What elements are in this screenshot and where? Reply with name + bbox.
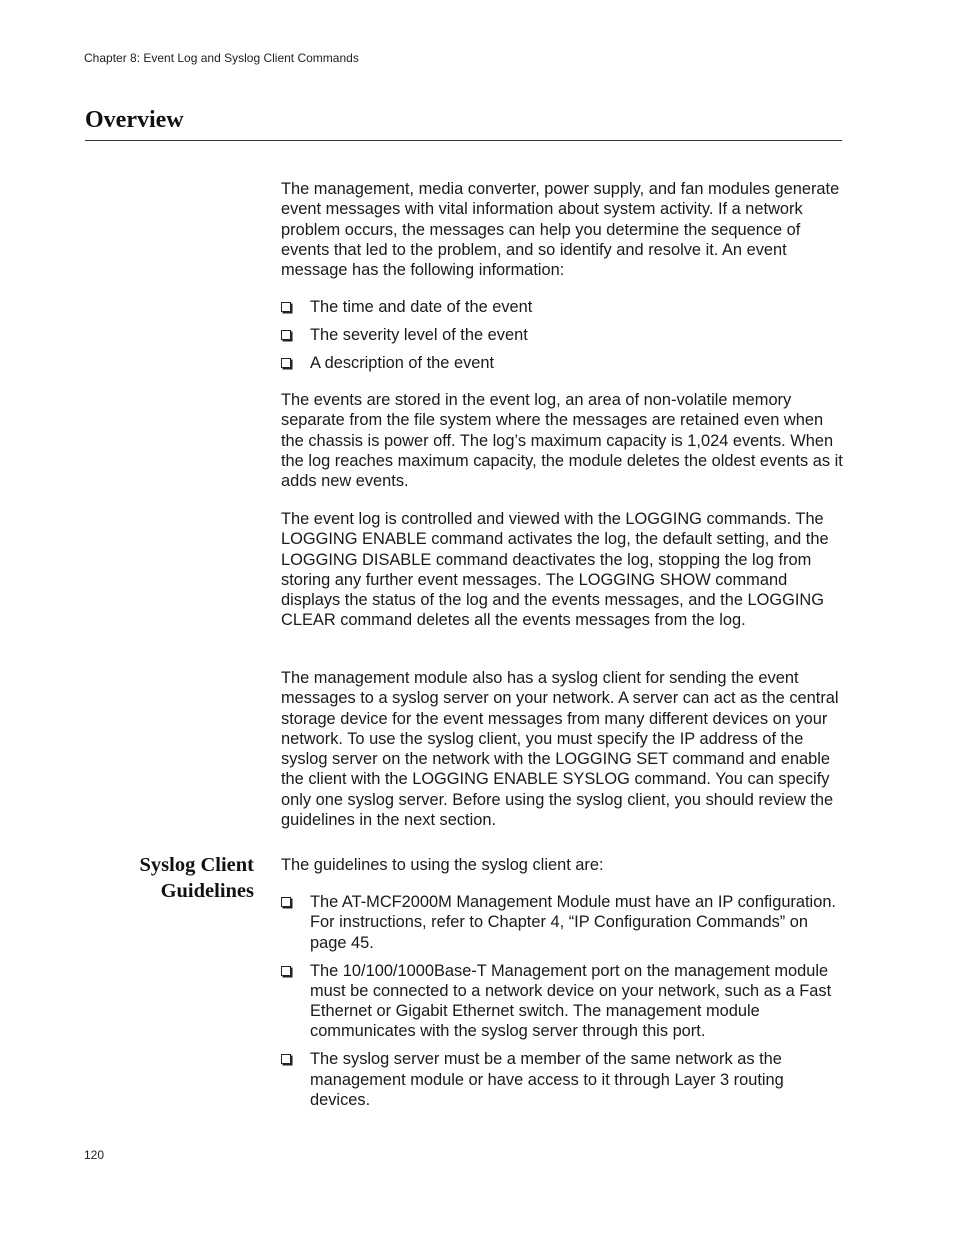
commands-paragraph: The event log is controlled and viewed with the LOGGING commands. The LOGGING ENABLE command activates the log, the default setting, and the LOGGING DISABLE command deactivates the log, stopping the log from storing any further event messages. The LOGGING SHOW command displays the status of the log and the events messages, and the LOGGING CLEAR command deletes all the events messages from the log. bbox=[281, 510, 829, 630]
running-header: Chapter 8: Event Log and Syslog Client Commands bbox=[84, 51, 359, 65]
list-item-text: The syslog server must be a member of the same network as the management module or have access to it through Layer 3 routing devices. bbox=[310, 1050, 784, 1110]
checkbox-bullet-icon bbox=[281, 358, 291, 368]
commands-paragraph-block bbox=[281, 509, 843, 631]
list-item bbox=[281, 297, 843, 317]
checkbox-bullet-icon bbox=[281, 897, 291, 907]
storage-paragraph-block bbox=[281, 390, 843, 491]
list-item-text: A description of the event bbox=[310, 353, 495, 372]
list-item bbox=[281, 961, 843, 1042]
list-item bbox=[281, 892, 843, 953]
list-item-text: The AT-MCF2000M Management Module must have an IP configuration. For instructions, refer to Chapter 4, “IP Configuration Commands” on page 45. bbox=[310, 893, 836, 952]
list-item bbox=[281, 1049, 843, 1110]
section-title-overview: Overview bbox=[85, 107, 184, 133]
subsection-title-line: Guidelines bbox=[160, 880, 254, 902]
checkbox-bullet-icon bbox=[281, 966, 291, 976]
guidelines-intro: The guidelines to using the syslog client are: bbox=[281, 856, 604, 874]
title-rule bbox=[85, 140, 842, 141]
checkbox-bullet-icon bbox=[281, 302, 291, 312]
checkbox-bullet-icon bbox=[281, 1054, 291, 1064]
syslog-paragraph: The management module also has a syslog client for sending the event messages to a syslog server on your network. A server can act as the central storage device for the event messages from many different devices on your network. To use the syslog client, you must specify the IP address of the syslog server on the network with the LOGGING SET command and enable the client with the LOGGING ENABLE SYSLOG command. You can specify only one syslog server. Before using the syslog client, you should review the guidelines in the next section. bbox=[281, 669, 839, 830]
list-item bbox=[281, 353, 843, 373]
list-item-text: The time and date of the event bbox=[310, 298, 533, 316]
checkbox-bullet-icon bbox=[281, 330, 291, 340]
guidelines-bullet-list bbox=[281, 892, 843, 1110]
subsection-title-line: Syslog Client bbox=[139, 854, 254, 876]
overview-body bbox=[281, 179, 843, 280]
syslog-paragraph-block bbox=[281, 668, 843, 830]
page-number: 120 bbox=[84, 1148, 105, 1162]
overview-bullet-list bbox=[281, 297, 843, 373]
storage-paragraph: The events are stored in the event log, an area of non-volatile memory separate from the file system where the messages are retained even when the chassis is power off. The log’s maximum capacity is 1,024 events. When the log reaches maximum capacity, the module deletes the oldest events as it adds new events. bbox=[281, 391, 843, 491]
guidelines-intro-block bbox=[281, 855, 843, 875]
list-item-text: The 10/100/1000Base-T Management port on the management module must be connected to a network device on your network, such as a Fast Ethernet or Gigabit Ethernet switch. The management module communicates with the syslog server through this port. bbox=[310, 961, 832, 1041]
subsection-title-syslog-guidelines bbox=[140, 852, 254, 904]
list-item-text: The severity level of the event bbox=[310, 325, 528, 344]
list-item bbox=[281, 325, 843, 345]
overview-intro-paragraph: The management, media converter, power supply, and fan modules generate event messages with vital information about system activity. If a network problem occurs, the messages can help you determine the sequence of events that led to the problem, and so identify and resolve it. An event message has the following information: bbox=[281, 180, 840, 280]
